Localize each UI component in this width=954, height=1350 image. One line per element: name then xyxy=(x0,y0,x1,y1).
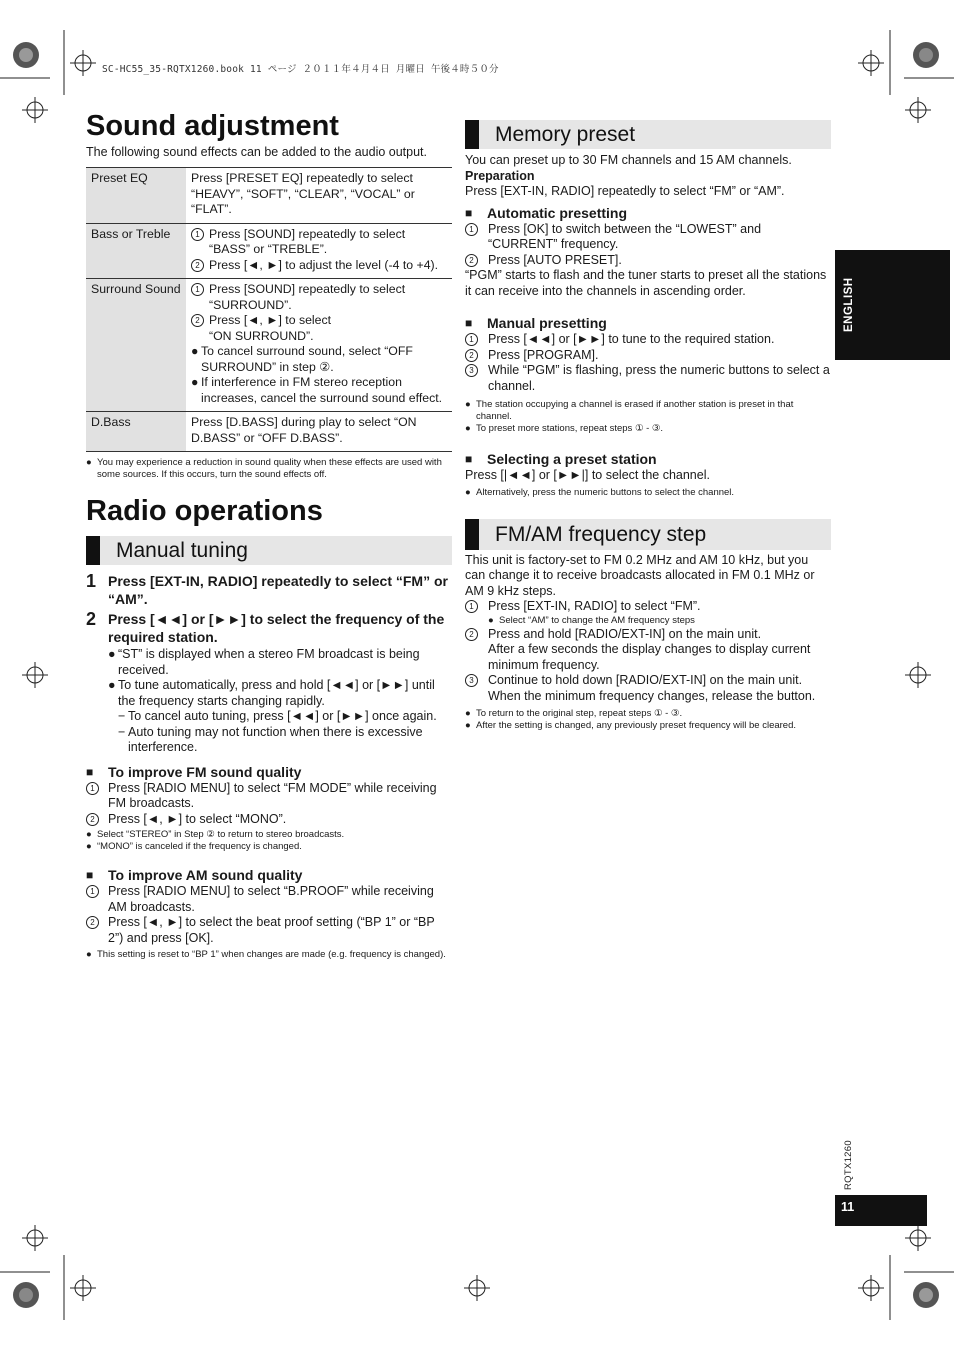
note: ● “MONO” is canceled if the frequency is changed. xyxy=(86,841,302,852)
manual-tuning-step-2: 2 Press [◄◄] or [►►] to select the frequency of the required station. xyxy=(86,609,445,645)
step-text: Press [◄, ►] to adjust the level (-4 to +4). xyxy=(209,257,439,272)
preparation-label: Preparation xyxy=(465,168,535,183)
step-text: While “PGM” is flashing, press the numeric buttons to select a channel. xyxy=(488,363,830,393)
manual-tuning-header: Manual tuning xyxy=(86,536,452,565)
step-detail: After a few seconds the display changes to display current minimum frequency. xyxy=(488,642,811,672)
auto-preset-description: “PGM” starts to flash and the tuner starts to preset all the stations it can receive into the channels in ascending order. xyxy=(465,268,827,298)
document-code: RQTX1260 xyxy=(843,1140,854,1190)
memory-preset-header: Memory preset xyxy=(465,120,831,149)
bullet-text: If interference in FM stereo reception increases, cancel the surround sound effect. xyxy=(201,375,443,405)
note: ● To return to the original step, repeat steps ① - ③. xyxy=(465,708,683,719)
step-text: Press [◄, ►] to select “MONO”. xyxy=(108,811,287,826)
note: ● You may experience a reduction in sound quality when these effects are used with some sources. If this occurs, turn the sound effects off. xyxy=(86,457,442,480)
selecting-preset-text: Press [|◄◄] or [►►|] to select the channel. xyxy=(465,468,710,482)
frequency-step-header: FM/AM frequency step xyxy=(465,519,831,550)
row-label: D.Bass xyxy=(86,412,186,452)
sound-effects-table xyxy=(86,167,452,452)
step-text: Press [◄◄] or [►►] to tune to the required station. xyxy=(488,332,775,346)
table-row: Surround Sound 1 Press [SOUND] repeatedly to select “SURROUND”. 2 Press [◄, ►] to select “ON SURROUND”. ● To cancel surround sound, select “OFF SURROUND” in step ②. ● If interference in FM stereo reception increases, cancel the surround sound effect. xyxy=(86,279,452,412)
note: ● This setting is reset to “BP 1” when changes are made (e.g. frequency is changed). xyxy=(86,949,446,960)
dash-text: To cancel auto tuning, press [◄◄] or [►►] once again. xyxy=(128,709,437,723)
sound-adjustment-title: Sound adjustment xyxy=(86,110,339,142)
note: ● Alternatively, press the numeric buttons to select the channel. xyxy=(465,486,735,498)
step-text: Continue to hold down [RADIO/EXT-IN] on the main unit. xyxy=(488,673,803,687)
note: ● The station occupying a channel is erased if another station is preset in that channel. xyxy=(465,399,794,422)
step-text: Press [PROGRAM]. xyxy=(488,347,599,362)
memory-intro: You can preset up to 30 FM channels and 15 AM channels. xyxy=(465,153,792,167)
selecting-preset-heading: ■ Selecting a preset station xyxy=(465,451,657,467)
radio-operations-title: Radio operations xyxy=(86,495,323,527)
fm-quality-heading: ■ To improve FM sound quality xyxy=(86,763,302,780)
manual-presetting-heading: ■ Manual presetting xyxy=(465,315,607,331)
step-text: Press and hold [RADIO/EXT-IN] on the main unit. xyxy=(488,626,762,641)
preparation-text: Press [EXT-IN, RADIO] repeatedly to select “FM” or “AM”. xyxy=(465,184,785,198)
table-row: Bass or Treble 1 Press [SOUND] repeatedly to select “BASS” or “TREBLE”. 2 Press [◄, ►] to adjust the level (-4 to +4). xyxy=(86,223,452,279)
step-text: “ON SURROUND”. xyxy=(209,328,314,343)
table-row xyxy=(86,412,452,452)
step-text: Press [SOUND] repeatedly to select “SURROUND”. xyxy=(209,282,406,312)
step-text: Press [RADIO MENU] to select “FM MODE” while receiving FM broadcasts. xyxy=(108,780,437,810)
am-quality-heading: ■ To improve AM sound quality xyxy=(86,867,303,883)
file-header: SC-HC55_35-RQTX1260.book 11 ページ ２０１１年４月４日 月曜日 午後４時５０分 xyxy=(102,64,499,75)
step-text: Press [EXT-IN, RADIO] to select “FM”. xyxy=(488,599,701,613)
row-text: Press [D.BASS] during play to select “ON D.BASS” or “OFF D.BASS”. xyxy=(186,412,452,452)
step-detail: When the minimum frequency changes, release the button. xyxy=(488,688,816,703)
left-column: Sound adjustment The following sound effects can be added to the audio output. Preset EQ Press [PRESET EQ] repeatedly to select “HEAVY”, “SOFT”, “CLEAR”, “VOCAL” or “FLAT”. Bass or Treble 1 Press [SOUND] repeatedly to select “BASS” or “TREBLE”. 2 Press [◄, ►] to adjust the level (-4 to +4). Surround Sound 1 Press [SOUND] repeatedly to select “SURROUND”. 2 Press [◄, ►] to select “ON SURROUND”. ● To cancel surround sound, select “OFF SURROUND” in step ②. ● If interference in FM stereo reception increases, cancel the surround sound effect. D.Bass Press [D.BASS] during play to select “ON D.BASS” or “OFF D.BASS”. ● You may experience a reduction in sound quality when these effects are used with some sources. If this occurs, turn the sound effects off. Radio operations Manual tuning 1 Press [EXT-IN, RADIO] repeatedly to select “FM” or “AM”. 2 Press [◄◄] or [►►] to select the frequency of the required station. ● “ST” is displayed when a stereo FM broadcast is being received. ● To tune automatically, press and hold [◄◄] or [►►] until the frequency starts changing rapidly. − To cancel auto tuning, press [◄◄] or [►►] once again. − Auto tuning may not function when there is excessive interference. ■ To improve FM sound quality 1 Press [RADIO MENU] to select “FM MODE” while receiving FM broadcasts. 2 Press [◄, ►] to select “MONO”. ● Select “STEREO” in Step ② to return to stereo broadcasts. ● “MONO” is canceled if the frequency is changed. ■ To improve AM sound quality 1 Press [RADIO MENU] to select “B.PROOF” while receiving AM broadcasts. 2 Press [◄, ►] to select the beat proof setting (“BP 1” or “BP 2”) and press [OK]. ● This setting is reset to “BP 1” when changes are made (e.g. frequency is changed). xyxy=(86,108,452,961)
note: ● To preset more stations, repeat steps ① - ③. xyxy=(465,423,664,434)
bullet-text: To cancel surround sound, select “OFF SURROUND” in step ②. xyxy=(201,344,413,374)
step-text: Press [◄, ►] to select xyxy=(209,313,332,327)
table-row xyxy=(86,168,452,224)
note: ● Select “AM” to change the AM frequency steps xyxy=(488,614,695,626)
sound-lead: The following sound effects can be added to the audio output. xyxy=(86,145,427,159)
frequency-step-intro: This unit is factory-set to FM 0.2 MHz and AM 10 kHz, but you can change it to receive broadcasts allocated in FM 0.1 MHz or AM 9 kHz steps. xyxy=(465,552,815,598)
step-text: Press [RADIO MENU] to select “B.PROOF” while receiving AM broadcasts. xyxy=(108,884,434,914)
dash-text: Auto tuning may not function when there is excessive interference. xyxy=(128,724,423,754)
row-label: Surround Sound xyxy=(86,279,186,412)
step-text: Press [AUTO PRESET]. xyxy=(488,252,622,267)
step-text: Press [◄, ►] to select the beat proof setting (“BP 1” or “BP 2”) and press [OK]. xyxy=(108,915,435,945)
manual-tuning-step-1: 1 Press [EXT-IN, RADIO] repeatedly to select “FM” or “AM”. xyxy=(86,571,448,607)
bullet-text: To tune automatically, press and hold [◄◄] or [►►] until the frequency starts changing rapidly. xyxy=(118,678,435,708)
row-label: Bass or Treble xyxy=(86,223,186,279)
right-column: Memory preset You can preset up to 30 FM channels and 15 AM channels. Preparation Press [EXT-IN, RADIO] repeatedly to select “FM” or “AM”. ■ Automatic presetting 1 Press [OK] to switch between the “LOWEST” and “CURRENT” frequency. 2 Press [AUTO PRESET]. “PGM” starts to flash and the tuner starts to preset all the stations it can receive into the channels in ascending order. ■ Manual presetting 1 Press [◄◄] or [►►] to tune to the required station. 2 Press [PROGRAM]. 3 While “PGM” is flashing, press the numeric buttons to select a channel. ● The station occupying a channel is erased if another station is preset in that channel. ● To preset more stations, repeat steps ① - ③. ■ Selecting a preset station Press [|◄◄] or [►►|] to select the channel. ● Alternatively, press the numeric buttons to select the channel. FM/AM frequency step This unit is factory-set to FM 0.2 MHz and AM 10 kHz, but you can change it to receive broadcasts allocated in FM 0.1 MHz or AM 9 kHz steps. 1 Press [EXT-IN, RADIO] to select “FM”. ● Select “AM” to change the AM frequency steps 2 Press and hold [RADIO/EXT-IN] on the main unit. After a few seconds the display changes to display current minimum frequency. 3 Continue to hold down [RADIO/EXT-IN] on the main unit. When the minimum frequency changes, release the button. ● To return to the original step, repeat steps ① - ③. ● After the setting is changed, any previously preset frequency will be cleared. xyxy=(465,120,831,732)
row-label: Preset EQ xyxy=(86,168,186,224)
step-text: Press [SOUND] repeatedly to select “BASS” or “TREBLE”. xyxy=(209,226,406,256)
page-number: 11 xyxy=(841,1200,855,1214)
bullet-text: “ST” is displayed when a stereo FM broadcast is being received. xyxy=(118,647,420,677)
automatic-presetting-heading: ■ Automatic presetting xyxy=(465,204,628,221)
note: ● After the setting is changed, any previously preset frequency will be cleared. xyxy=(465,720,797,731)
step-text: Press [OK] to switch between the “LOWEST” and “CURRENT” frequency. xyxy=(488,221,762,251)
language-label: ENGLISH xyxy=(843,277,855,332)
row-text: Press [PRESET EQ] repeatedly to select “HEAVY”, “SOFT”, “CLEAR”, “VOCAL” or “FLAT”. xyxy=(186,168,452,224)
note: ● Select “STEREO” in Step ② to return to stereo broadcasts. xyxy=(86,829,345,840)
